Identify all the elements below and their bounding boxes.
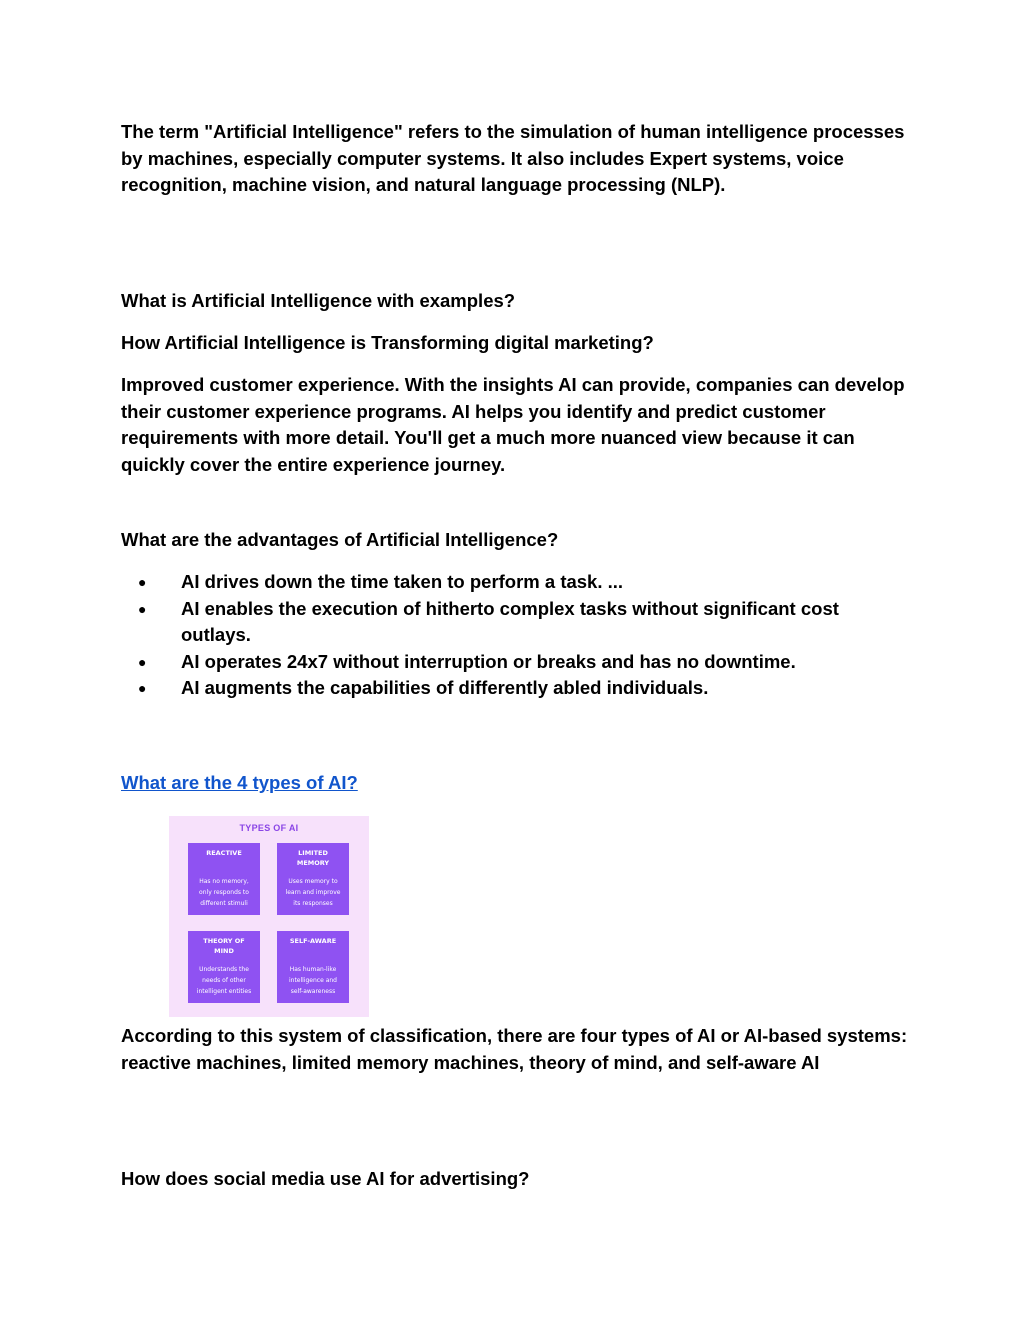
question-advantages: What are the advantages of Artificial Intelligence? [121,529,559,550]
box-theory-of-mind [188,931,260,1003]
question-examples: What is Artificial Intelligence with examples? [121,290,516,311]
box-self-aware [277,931,349,1003]
advantages-list [121,569,911,702]
advantage-text: AI drives down the time taken to perform a task. ... [181,571,624,592]
list-item [121,649,911,676]
box-title: LIMITED MEMORY [296,849,330,867]
box-limited-memory [277,843,349,915]
box-description: Has no memory, only responds to different stimuli [199,878,249,907]
bullet-icon: ● [138,600,147,617]
list-item [121,596,911,649]
bullet-icon: ● [138,680,147,697]
list-item [121,569,911,596]
types-of-ai-figure [169,816,369,1017]
bullet-icon: ● [138,653,147,670]
question-marketing: How Artificial Intelligence is Transforming digital marketing? [121,332,654,353]
marketing-paragraph: Improved customer experience. With the insights AI can provide, companies can develop their customer experience programs. AI helps you identify and predict customer requirements with more detail. You'll get a much more nuanced view because it can quickly cover the entire experience journey. [121,374,905,475]
advantage-text: AI operates 24x7 without interruption or breaks and has no downtime. [181,650,796,672]
classification-paragraph: According to this system of classification, there are four types of AI or AI-based systems: reactive machines, limited memory machines, theory of mind, and self-aware AI [121,1025,908,1073]
intro-paragraph: The term "Artificial Intelligence" refers to the simulation of human intelligence processes by machines, especially computer systems. It also includes Expert systems, voice recognition, machine vision, and natural language processing (NLP). [121,121,905,196]
box-description: Has human-like intelligence and self-awareness [288,966,337,995]
list-item [121,675,911,702]
box-reactive [188,843,260,915]
advantage-text: AI augments the capabilities of differently abled individuals. [181,677,709,699]
advantage-text: AI enables the execution of hitherto complex tasks without significant cost outlays. [181,597,839,646]
box-title: REACTIVE [206,849,242,857]
figure-title: TYPES OF AI [239,823,299,833]
bullet-icon: ● [138,574,147,590]
types-of-ai-link[interactable]: What are the 4 types of AI? [121,772,358,793]
box-description: Understands the needs of other intelligent entities [196,966,252,995]
box-title: THEORY OF MIND [203,937,245,955]
box-title: SELF-AWARE [289,937,337,945]
box-description: Uses memory to learn and improve its responses [285,878,341,907]
question-social-media: How does social media use AI for advertising? [121,1168,530,1189]
